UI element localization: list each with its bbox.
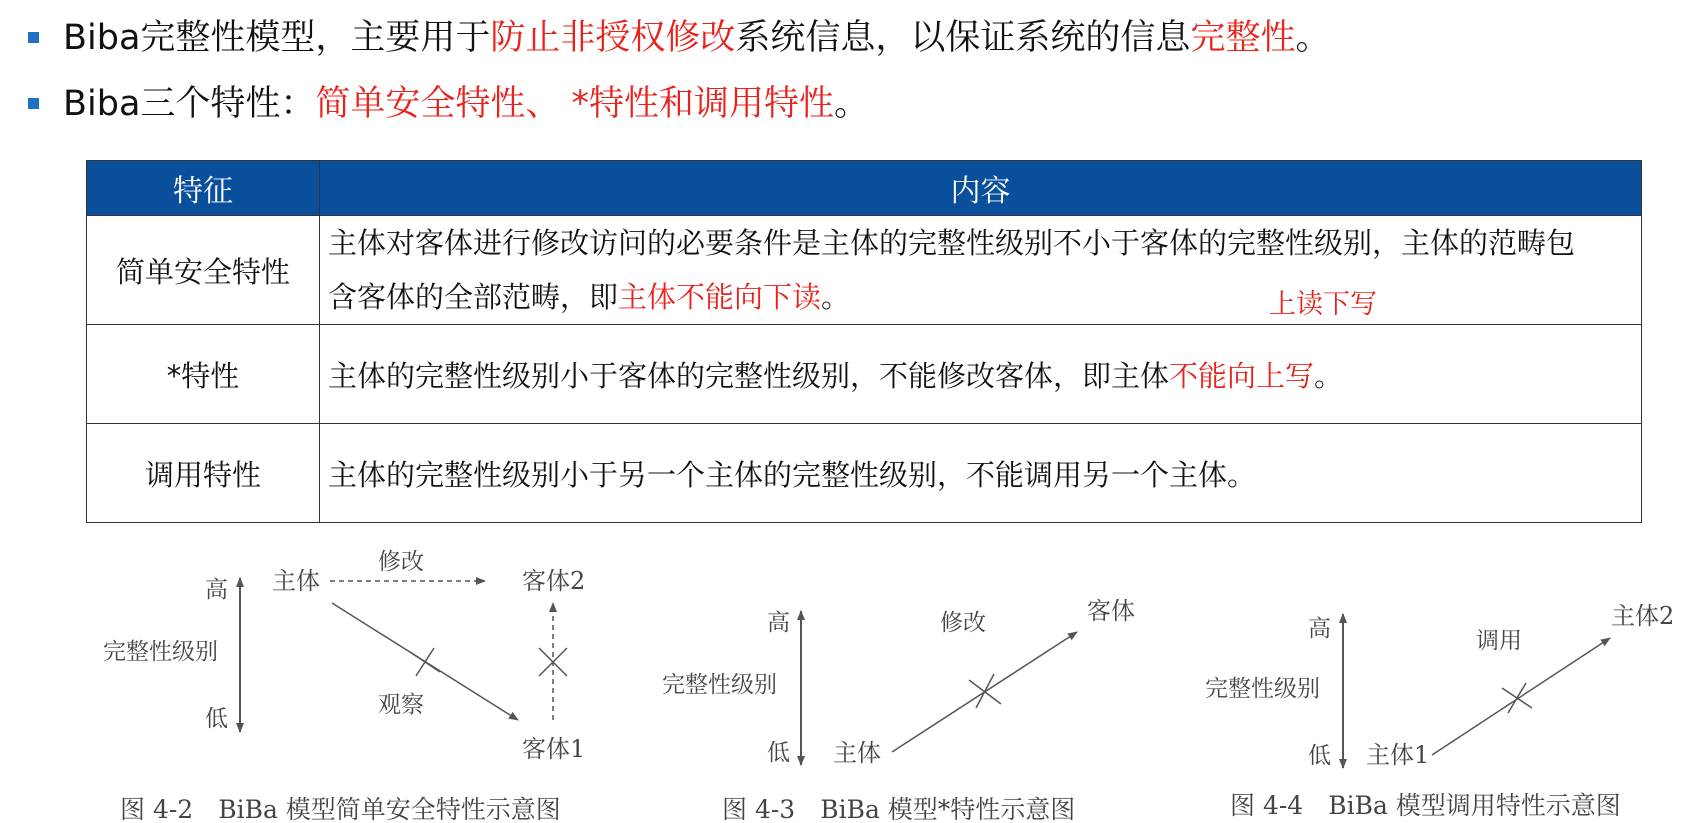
figure-invoke-property [1205,602,1674,820]
bullet-1-highlight-1: 防止非授权修改 [490,18,736,58]
label-subject: 主体 [833,739,881,767]
caption-figure-3: 图 4-4 BiBa 模型调用特性示意图 [1230,791,1621,820]
label-object2: 客体2 [522,567,586,595]
bullet-2-suffix: 。 [834,84,870,124]
bullet-1-highlight-2: 完整性 [1190,18,1296,58]
content-suffix: 。 [1314,358,1344,393]
label-high: 高 [205,577,228,603]
bullet-2-prefix: Biba三个特性： [63,84,316,124]
label-call: 调用 [1476,628,1522,654]
bullet-1-suffix: 。 [1295,18,1331,58]
content-cell: 主体的完整性级别小于另一个主体的完整性级别，不能调用另一个主体。 [320,424,1642,523]
feature-cell: 简单安全特性 [87,216,320,325]
cross-mark-icon [410,648,440,676]
content-highlight: 主体不能向下读 [618,280,822,314]
label-object1: 客体1 [522,735,586,763]
header-content: 内容 [320,161,1642,216]
label-subject1: 主体1 [1366,741,1430,769]
content-line-1: 主体对客体进行修改访问的必要条件是主体的完整性级别不小于客体的完整性级别，主体的范畴包 [328,226,1576,260]
label-low: 低 [205,706,228,732]
content-suffix: 。 [821,280,851,314]
caption-figure-2: 图 4-3 BiBa 模型*特性示意图 [722,795,1076,823]
label-low: 低 [767,740,790,766]
label-high: 高 [767,610,790,636]
label-subject2: 主体2 [1611,602,1675,630]
bullet-2-highlight: 简单安全特性、 *特性和调用特性 [315,84,835,124]
content-prefix: 主体的完整性级别小于客体的完整性级别，不能修改客体，即主体 [328,358,1170,393]
label-high: 高 [1308,616,1331,642]
label-axis: 完整性级别 [662,672,777,698]
label-subject: 主体 [272,567,320,595]
label-modify: 修改 [940,610,986,636]
label-axis: 完整性级别 [103,639,218,665]
content-highlight: 不能向上写 [1169,358,1315,393]
call-arrow [1432,638,1610,755]
content-prefix: 含客体的全部范畴，即 [328,280,619,314]
label-modify: 修改 [378,549,424,575]
figure-star-property [662,597,1135,823]
header-feature: 特征 [87,161,320,216]
label-axis: 完整性级别 [1205,676,1320,702]
feature-cell: *特性 [87,325,320,424]
bullet-1-prefix: Biba完整性模型，主要用于 [63,18,491,58]
label-low: 低 [1308,743,1331,769]
annotation-note: 上读下写 [1269,289,1377,320]
label-observe: 观察 [378,692,424,718]
figure-simple-security [103,549,585,823]
feature-cell: 调用特性 [87,424,320,523]
cross-mark-icon [1502,683,1532,713]
cross-mark-icon [969,674,1001,708]
caption-figure-1: 图 4-2 BiBa 模型简单安全特性示意图 [120,795,561,823]
label-object: 客体 [1087,597,1135,625]
bullet-1-middle: 系统信息，以保证系统的信息 [735,18,1191,58]
